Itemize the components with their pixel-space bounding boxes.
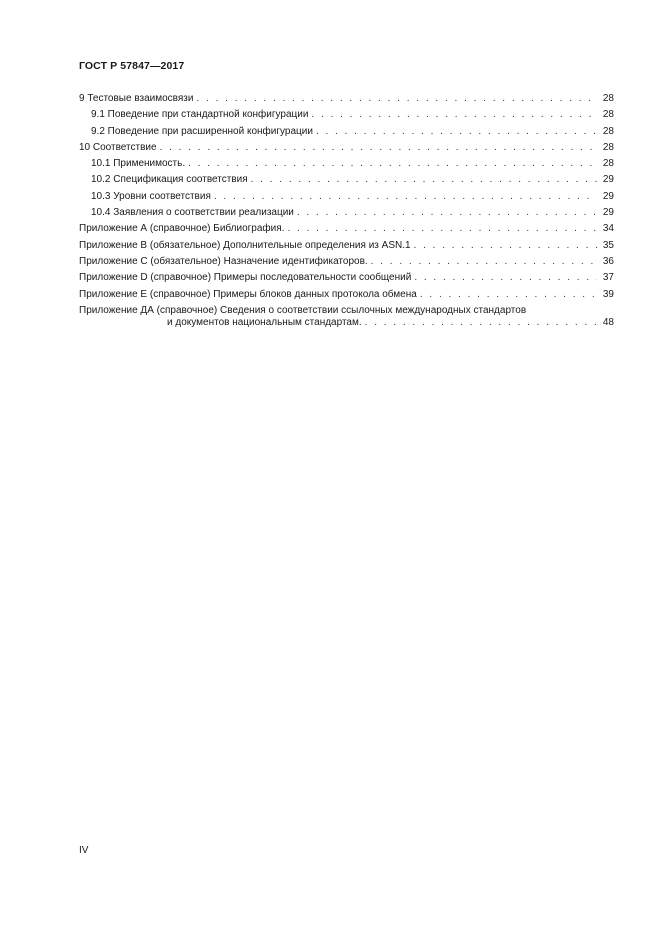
toc-entry-title: Приложение Е (справочное) Примеры блоков данных протокола обмена bbox=[79, 288, 417, 300]
toc-entry-title: Приложение А (справочное) Библиография. bbox=[79, 223, 285, 235]
dot-leader bbox=[311, 107, 597, 123]
toc-entry-title: Приложение С (обязательное) Назначение идентификаторов. bbox=[79, 255, 368, 267]
toc-entry-page: 29 bbox=[602, 190, 614, 202]
toc-entry-title: 9.2 Поведение при расширенной конфигурации bbox=[91, 125, 313, 137]
toc-entry-title: Приложение ДА (справочное) Сведения о соответствии ссылочных международных стандартов bbox=[79, 304, 527, 316]
toc-entry-appendix-d[interactable] bbox=[79, 270, 614, 286]
toc-entry-title: 10 Соответствие bbox=[79, 141, 157, 153]
dot-leader bbox=[414, 238, 597, 254]
toc-entry-title: 9.1 Поведение при стандартной конфигурации bbox=[91, 109, 309, 121]
toc-entry-9-1[interactable] bbox=[79, 107, 614, 123]
dot-leader bbox=[251, 172, 597, 188]
toc-entry-title: 9 Тестовые взаимосвязи bbox=[79, 93, 194, 104]
toc-entry-title-continued: и документов национальным стандартам. bbox=[167, 317, 362, 329]
toc-entry-page: 29 bbox=[602, 174, 614, 186]
table-of-contents bbox=[79, 91, 614, 330]
toc-entry-10-1[interactable] bbox=[79, 156, 614, 172]
toc-entry-10-3[interactable] bbox=[79, 189, 614, 205]
toc-entry-page: 28 bbox=[602, 141, 614, 153]
toc-entry-appendix-c[interactable] bbox=[79, 254, 614, 270]
toc-entry-page: 34 bbox=[602, 223, 614, 235]
toc-entry-page: 37 bbox=[602, 272, 614, 284]
toc-entry-title: Приложение D (справочное) Примеры последовательности сообщений bbox=[79, 272, 412, 284]
toc-entry-page: 28 bbox=[602, 125, 614, 137]
toc-entry-10-4[interactable] bbox=[79, 205, 614, 221]
toc-entry-9-2[interactable] bbox=[79, 124, 614, 140]
toc-entry-10[interactable] bbox=[79, 140, 614, 156]
toc-entry-title: 10.2 Спецификация соответствия bbox=[91, 174, 248, 186]
toc-entry-title: 10.3 Уровни соответствия bbox=[91, 190, 211, 202]
dot-leader bbox=[287, 221, 597, 237]
toc-entry-page: 28 bbox=[602, 158, 614, 170]
toc-entry-page: 35 bbox=[602, 239, 614, 251]
toc-entry-page: 28 bbox=[602, 93, 614, 104]
toc-entry-page: 28 bbox=[602, 109, 614, 121]
dot-leader bbox=[316, 124, 597, 140]
dot-leader bbox=[188, 156, 597, 172]
toc-entry-page: 29 bbox=[602, 207, 614, 219]
toc-entry-9[interactable] bbox=[79, 91, 614, 107]
dot-leader bbox=[214, 189, 597, 205]
toc-entry-page: 36 bbox=[602, 255, 614, 267]
toc-entry-appendix-b[interactable] bbox=[79, 238, 614, 254]
dot-leader bbox=[365, 317, 597, 330]
dot-leader bbox=[420, 287, 597, 303]
document-header: ГОСТ Р 57847—2017 bbox=[79, 60, 185, 72]
toc-entry-title: 10.4 Заявления о соответствии реализации bbox=[91, 207, 294, 219]
toc-entry-title: 10.1 Применимость. bbox=[91, 158, 186, 170]
toc-entry-page: 39 bbox=[602, 288, 614, 300]
toc-entry-appendix-da[interactable] bbox=[79, 303, 614, 330]
dot-leader bbox=[414, 270, 597, 286]
toc-entry-title: Приложение В (обязательное) Дополнительные определения из ASN.1 bbox=[79, 239, 411, 251]
page-number: IV bbox=[79, 845, 89, 856]
toc-entry-10-2[interactable] bbox=[79, 172, 614, 188]
toc-entry-appendix-a[interactable] bbox=[79, 221, 614, 237]
toc-entry-appendix-e[interactable] bbox=[79, 287, 614, 303]
dot-leader bbox=[371, 254, 597, 270]
dot-leader bbox=[297, 205, 597, 221]
dot-leader bbox=[196, 91, 597, 107]
dot-leader bbox=[160, 140, 597, 156]
toc-entry-page: 48 bbox=[602, 317, 614, 329]
